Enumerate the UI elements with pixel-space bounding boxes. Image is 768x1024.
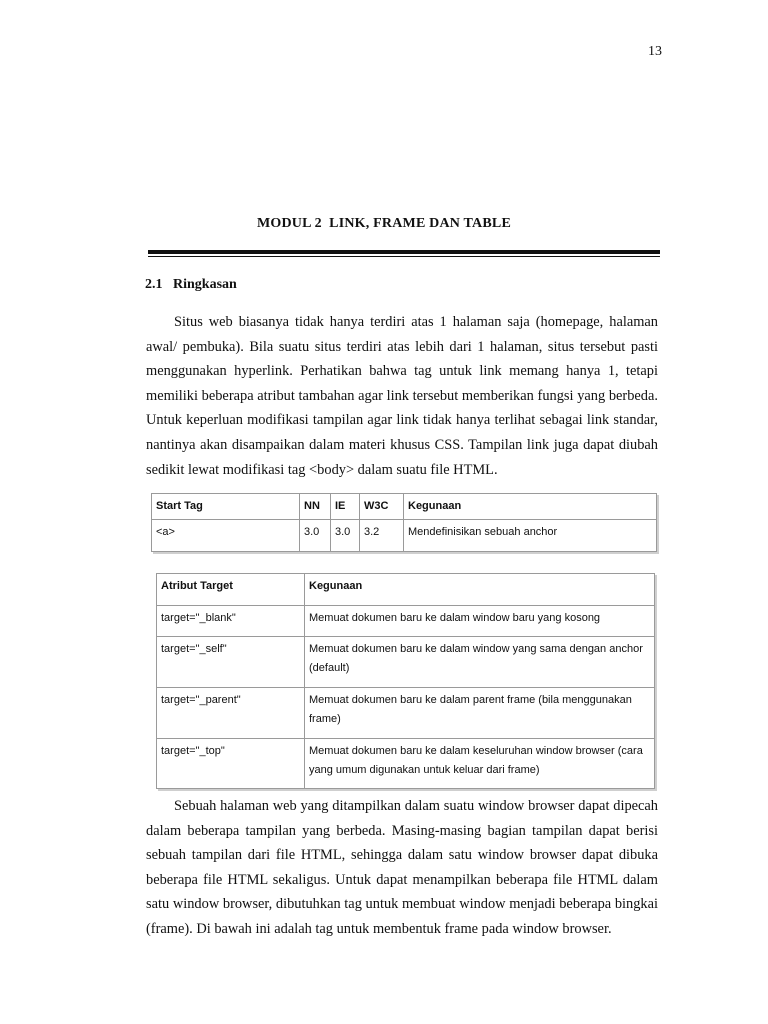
header-cell: W3C [360,494,404,520]
title-rule-thick [148,250,660,254]
table-cell: Memuat dokumen baru ke dalam window baru yang kosong [305,606,655,637]
table-cell: <a> [152,520,300,552]
table-cell: 3.0 [331,520,360,552]
table-cell: target="_self" [157,637,305,688]
table-row [157,688,655,739]
header-cell: Kegunaan [404,494,657,520]
section-heading [145,277,237,293]
table-cell: target="_blank" [157,606,305,637]
table-cell: 3.2 [360,520,404,552]
table-row [157,739,655,789]
table-cell: 3.0 [300,520,331,552]
title-double-rule [148,250,660,258]
table-cell: target="_parent" [157,688,305,739]
section-number: 2.1 [145,277,163,292]
table-cell: Memuat dokumen baru ke dalam parent frame (bila menggunakan frame) [305,688,655,739]
header-cell: NN [300,494,331,520]
header-cell: Atribut Target [157,574,305,606]
page-number: 13 [648,44,662,59]
table-row [157,637,655,688]
table-row [152,520,657,552]
table-cell: Mendefinisikan sebuah anchor [404,520,657,552]
table-cell: Memuat dokumen baru ke dalam keseluruhan window browser (cara yang umum digunakan untuk keluar dari frame) [305,739,655,789]
target-table-header [157,574,655,606]
chapter-title: MODUL 2 LINK, FRAME DAN TABLE [256,216,511,231]
title-rule-thin [148,256,660,257]
anchor-tag-table [151,493,657,552]
target-attribute-table [156,573,655,789]
header-cell: IE [331,494,360,520]
paragraph-frame: Sebuah halaman web yang ditampilkan dalam suatu window browser dapat dipecah dalam beberapa tampilan yang berbeda. Masing-masing bagian tampilan dapat berisi sebuah tampilan dari file HTML, sehingga dalam satu window browser dapat dibuka beberapa file HTML sekaligus. Untuk dapat menampilkan beberapa file HTML dalam satu window browser, dibutuhkan tag untuk membuat window menjadi beberapa bingkai (frame). Di bawah ini adalah tag untuk membentuk frame pada window browser. [146,798,658,937]
anchor-tag-table-header [152,494,657,520]
header-cell: Start Tag [152,494,300,520]
paragraph-intro: Situs web biasanya tidak hanya terdiri atas 1 halaman saja (homepage, halaman awal/ pembuka). Bila suatu situs terdiri atas lebih dari 1 halaman, situs tersebut pasti menggunakan hyperlink. Perhatikan bahwa tag untuk link memang hanya 1, tetapi memiliki beberapa atribut tambahan agar link tersebut memberikan fungsi yang berbeda. Untuk keperluan modifikasi tampilan agar link tidak hanya terlihat sebagai link standar, nantinya akan disampaikan dalam materi khusus CSS. Tampilan link juga dapat diubah sedikit lewat modifikasi tag <body> dalam suatu file HTML. [146,314,658,478]
table-row [157,606,655,637]
table-cell: target="_top" [157,739,305,789]
section-title: Ringkasan [173,277,237,292]
header-cell: Kegunaan [305,574,655,606]
table-cell: Memuat dokumen baru ke dalam window yang sama dengan anchor (default) [305,637,655,688]
